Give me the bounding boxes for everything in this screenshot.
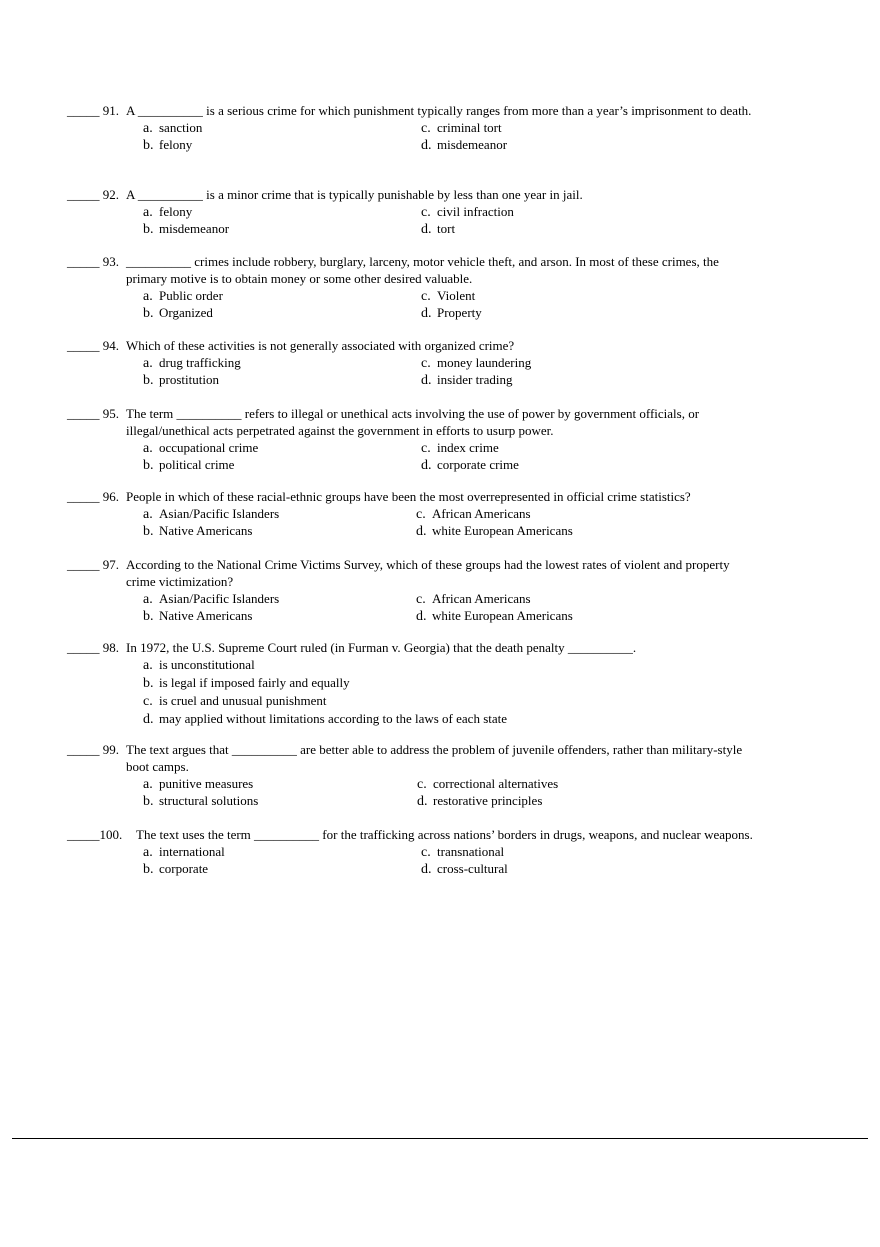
option-c[interactable]: c. index crime <box>421 440 499 456</box>
option-b[interactable]: b. Native Americans <box>143 608 253 624</box>
question-number: _____ 91. <box>67 103 119 118</box>
option-c[interactable]: c. is cruel and unusual punishment <box>143 693 327 709</box>
question-number: _____ 95. <box>67 406 119 421</box>
options <box>143 203 757 237</box>
question-text: In 1972, the U.S. Supreme Court ruled (in Furman v. Georgia) that the death penalty __________. <box>126 640 637 655</box>
question-93 <box>67 253 757 321</box>
option-b[interactable]: b. corporate <box>143 861 209 877</box>
option-b[interactable]: b. structural solutions <box>143 793 259 809</box>
option-c[interactable]: c. African Americans <box>416 506 531 522</box>
question-text: __________ crimes include robbery, burglary, larceny, motor vehicle theft, and arson. In most of these crimes, the primary motive is to obtain money or some other desired valuable. <box>126 254 719 286</box>
option-b[interactable]: b. is legal if imposed fairly and equally <box>143 675 350 691</box>
option-d[interactable]: d. insider trading <box>421 372 513 388</box>
question-100 <box>67 826 757 877</box>
option-d[interactable]: d. misdemeanor <box>421 137 508 153</box>
option-b[interactable]: b. felony <box>143 137 193 153</box>
option-a[interactable]: a. punitive measures <box>143 776 254 792</box>
question-92 <box>67 186 757 237</box>
question-95 <box>67 405 757 473</box>
question-94 <box>67 337 757 388</box>
option-b[interactable]: b. misdemeanor <box>143 221 230 237</box>
option-c[interactable]: c. Violent <box>421 288 476 304</box>
footer-divider <box>12 1138 868 1139</box>
options <box>143 119 757 153</box>
option-d[interactable]: d. tort <box>421 221 456 237</box>
question-text: According to the National Crime Victims Survey, which of these groups had the lowest rates of violent and property crime victimization? <box>126 557 730 589</box>
option-d[interactable]: d. may applied without limitations according to the laws of each state <box>143 711 508 727</box>
options <box>143 505 757 539</box>
option-d[interactable]: d. restorative principles <box>417 793 543 809</box>
option-c[interactable]: c. African Americans <box>416 591 531 607</box>
option-a[interactable]: a. sanction <box>143 120 203 136</box>
question-text: The text uses the term __________ for the trafficking across nations’ borders in drugs, weapons, and nuclear weapons. <box>136 827 753 842</box>
question-number: _____ 93. <box>67 254 119 269</box>
option-d[interactable]: d. cross-cultural <box>421 861 508 877</box>
option-b[interactable]: b. Native Americans <box>143 523 253 539</box>
question-97 <box>67 556 757 624</box>
option-a[interactable]: a. drug trafficking <box>143 355 241 371</box>
option-c[interactable]: c. civil infraction <box>421 204 514 220</box>
option-a[interactable]: a. Asian/Pacific Islanders <box>143 506 280 522</box>
question-91 <box>67 102 757 153</box>
option-a[interactable]: a. occupational crime <box>143 440 259 456</box>
option-a[interactable]: a. international <box>143 844 225 860</box>
question-number: _____ 99. <box>67 742 119 757</box>
question-text: People in which of these racial-ethnic groups have been the most overrepresented in official crime statistics? <box>126 489 691 504</box>
question-text: Which of these activities is not generally associated with organized crime? <box>126 338 515 353</box>
option-a[interactable]: a. Asian/Pacific Islanders <box>143 591 280 607</box>
question-number: _____100. <box>67 827 123 842</box>
option-d[interactable]: d. white European Americans <box>416 523 573 539</box>
option-c[interactable]: c. correctional alternatives <box>417 776 559 792</box>
question-96 <box>67 488 757 539</box>
question-text: The term __________ refers to illegal or unethical acts involving the use of power by government officials, or illegal/unethical acts perpetrated against the government in efforts to usurp power. <box>126 406 700 438</box>
option-a[interactable]: a. is unconstitutional <box>143 657 255 673</box>
option-b[interactable]: b. prostitution <box>143 372 219 388</box>
option-d[interactable]: d. corporate crime <box>421 457 519 473</box>
option-b[interactable]: b. Organized <box>143 305 213 321</box>
options <box>143 439 757 473</box>
question-text: The text argues that __________ are better able to address the problem of juvenile offenders, rather than military-style boot camps. <box>126 742 743 774</box>
question-text: A __________ is a serious crime for which punishment typically ranges from more than a year’s imprisonment to death. <box>126 103 752 118</box>
options <box>143 843 757 877</box>
option-b[interactable]: b. political crime <box>143 457 235 473</box>
question-number: _____ 92. <box>67 187 119 202</box>
question-text: A __________ is a minor crime that is typically punishable by less than one year in jail. <box>126 187 583 202</box>
option-a[interactable]: a. Public order <box>143 288 223 304</box>
option-d[interactable]: d. white European Americans <box>416 608 573 624</box>
question-number: _____ 98. <box>67 640 119 655</box>
options <box>143 590 757 624</box>
option-c[interactable]: c. transnational <box>421 844 505 860</box>
option-d[interactable]: d. Property <box>421 305 482 321</box>
option-c[interactable]: c. money laundering <box>421 355 532 371</box>
options <box>143 775 757 809</box>
options <box>143 354 757 388</box>
question-number: _____ 94. <box>67 338 119 353</box>
question-98 <box>67 639 757 728</box>
options <box>143 287 757 321</box>
question-99 <box>67 741 757 809</box>
question-number: _____ 97. <box>67 557 119 572</box>
option-c[interactable]: c. criminal tort <box>421 120 502 136</box>
option-a[interactable]: a. felony <box>143 204 193 220</box>
question-number: _____ 96. <box>67 489 119 504</box>
options <box>143 656 757 728</box>
